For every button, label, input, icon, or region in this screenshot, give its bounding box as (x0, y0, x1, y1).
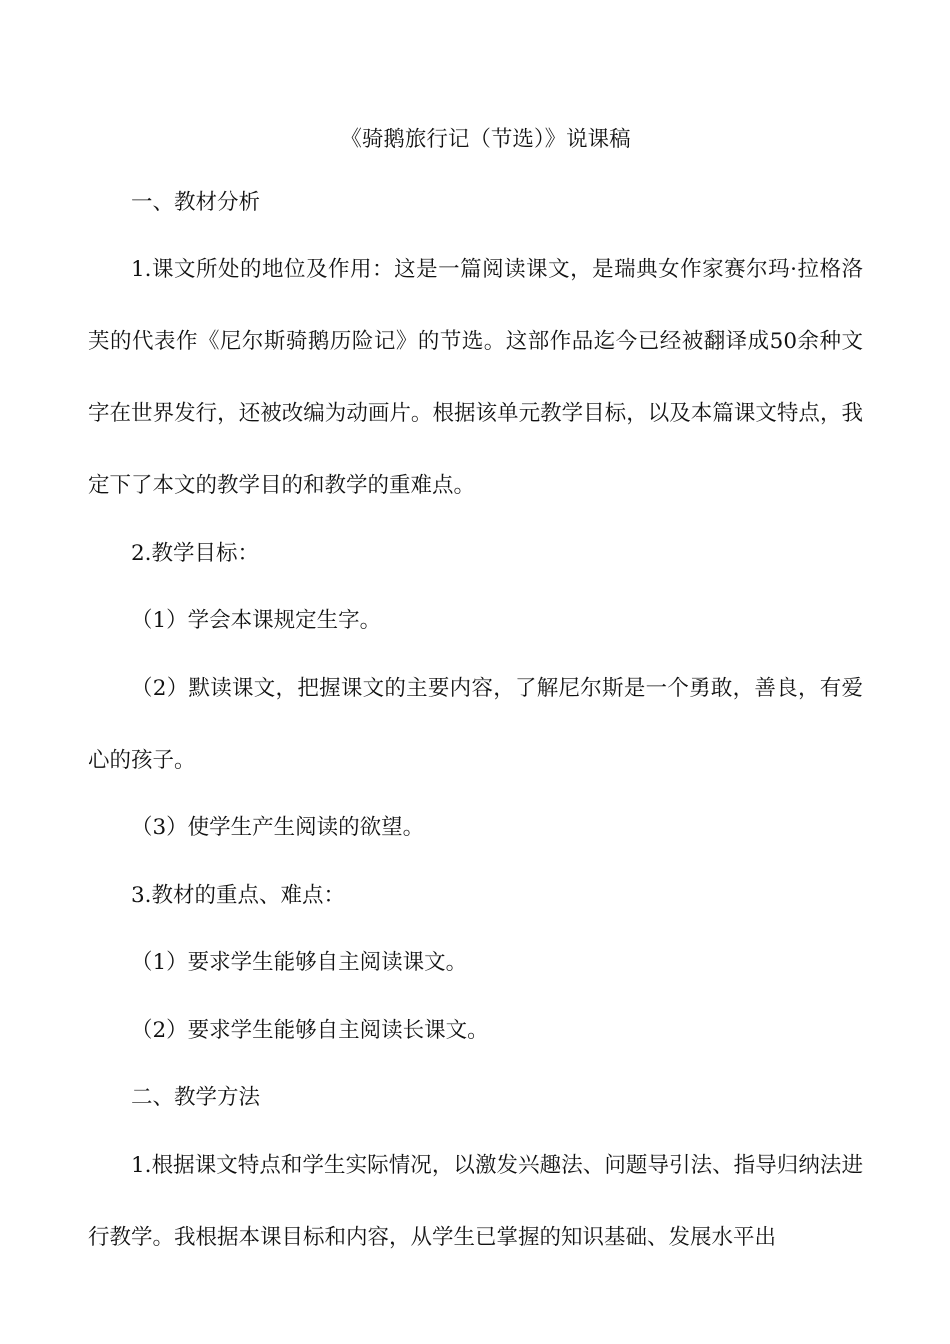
section-heading-textbook-analysis: 一、教材分析 (131, 189, 261, 215)
list-item-key-point-1: （1）要求学生能够自主阅读课文。 (131, 950, 468, 975)
paragraph-method-1: 1.根据课文特点和学生实际情况，以激发兴趣法、问题导引法、指导归纳法进行教学。我根据本课目标和内容，从学生已掌握的知识基础、发展水平出 (88, 1152, 863, 1250)
document-title: 《骑鹅旅行记（节选）》说课稿 (340, 127, 631, 152)
paragraph-key-points-heading: 3.教材的重点、难点： (131, 882, 346, 908)
list-item-goal-3: （3）使学生产生阅读的欲望。 (131, 815, 425, 840)
paragraph-lesson-position: 1.课文所处的地位及作用：这是一篇阅读课文，是瑞典女作家赛尔玛·拉格洛芙的代表作《尼尔斯骑鹅历险记》的节选。这部作品迄今已经被翻译成50余种文字在世界发行，还被改编为动画片。根据该单元教学目标，以及本篇课文特点，我定下了本文的教学目的和教学的重难点。 (88, 257, 863, 498)
list-item-key-point-2: （2）要求学生能够自主阅读长课文。 (131, 1017, 489, 1043)
paragraph-teaching-goals-heading: 2.教学目标： (131, 540, 260, 566)
document-page (88, 108, 863, 1269)
list-item-goal-2: （2）默读课文，把握课文的主要内容，了解尼尔斯是一个勇敢，善良，有爱心的孩子。 (88, 675, 863, 773)
list-item-goal-1: （1）学会本课规定生字。 (131, 608, 382, 633)
section-heading-teaching-methods: 二、教学方法 (131, 1085, 261, 1110)
